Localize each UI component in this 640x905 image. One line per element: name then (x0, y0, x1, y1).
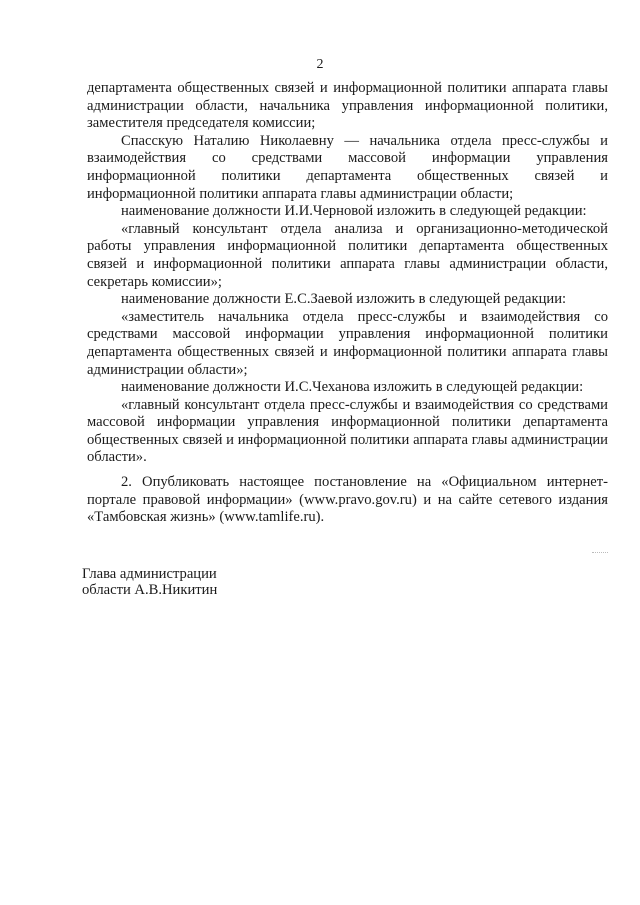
paragraph-spasskaya: Спасскую Наталию Николаевну — начальника отдела пресс-службы и взаимодействия со средствами массовой информации управления информационной политики департамента общественных связей и информационной политики аппарата главы администрации области; (87, 132, 608, 202)
scan-mark (592, 552, 608, 554)
document-body (87, 80, 608, 527)
paragraph-continuation: департамента общественных связей и информационной политики аппарата главы администрации области, начальника управления информационной политики, заместителя председателя комиссии; (87, 80, 608, 132)
paragraph-chekhanov-title: «главный консультант отдела пресс-службы и взаимодействия со средствами массовой информации управления информационной политики департамента общественных связей и информационной политики аппарата главы администрации области». (87, 396, 608, 466)
paragraph-chernova-title: «главный консультант отдела анализа и организационно-методической работы управления информационной политики департамента общественных связей и информационной политики аппарата главы администрации области, секретарь комиссии»; (87, 220, 608, 290)
paragraph-chekhanov-heading: наименование должности И.С.Чеханова изложить в следующей редакции: (121, 379, 584, 396)
page-number: 2 (316, 57, 324, 72)
signature-block (82, 566, 217, 598)
paragraph-zaeva-heading: наименование должности Е.С.Заевой изложить в следующей редакции: (121, 291, 567, 308)
paragraph-chernova-heading: наименование должности И.И.Черновой изложить в следующей редакции: (121, 203, 587, 220)
signature-name: области А.В.Никитин (82, 582, 218, 598)
signature-position: Глава администрации (82, 566, 217, 582)
paragraph-publication: 2. Опубликовать настоящее постановление на «Официальном интернет-портале правовой информации» (www.pravo.gov.ru) и на сайте сетевого издания «Тамбовская жизнь» (www.tamlife.ru). (87, 474, 608, 526)
paragraph-zaeva-title: «заместитель начальника отдела пресс-службы и взаимодействия со средствами массовой информации управления информационной политики департамента общественных связей и информационной политики аппарата главы администрации области»; (87, 308, 608, 378)
